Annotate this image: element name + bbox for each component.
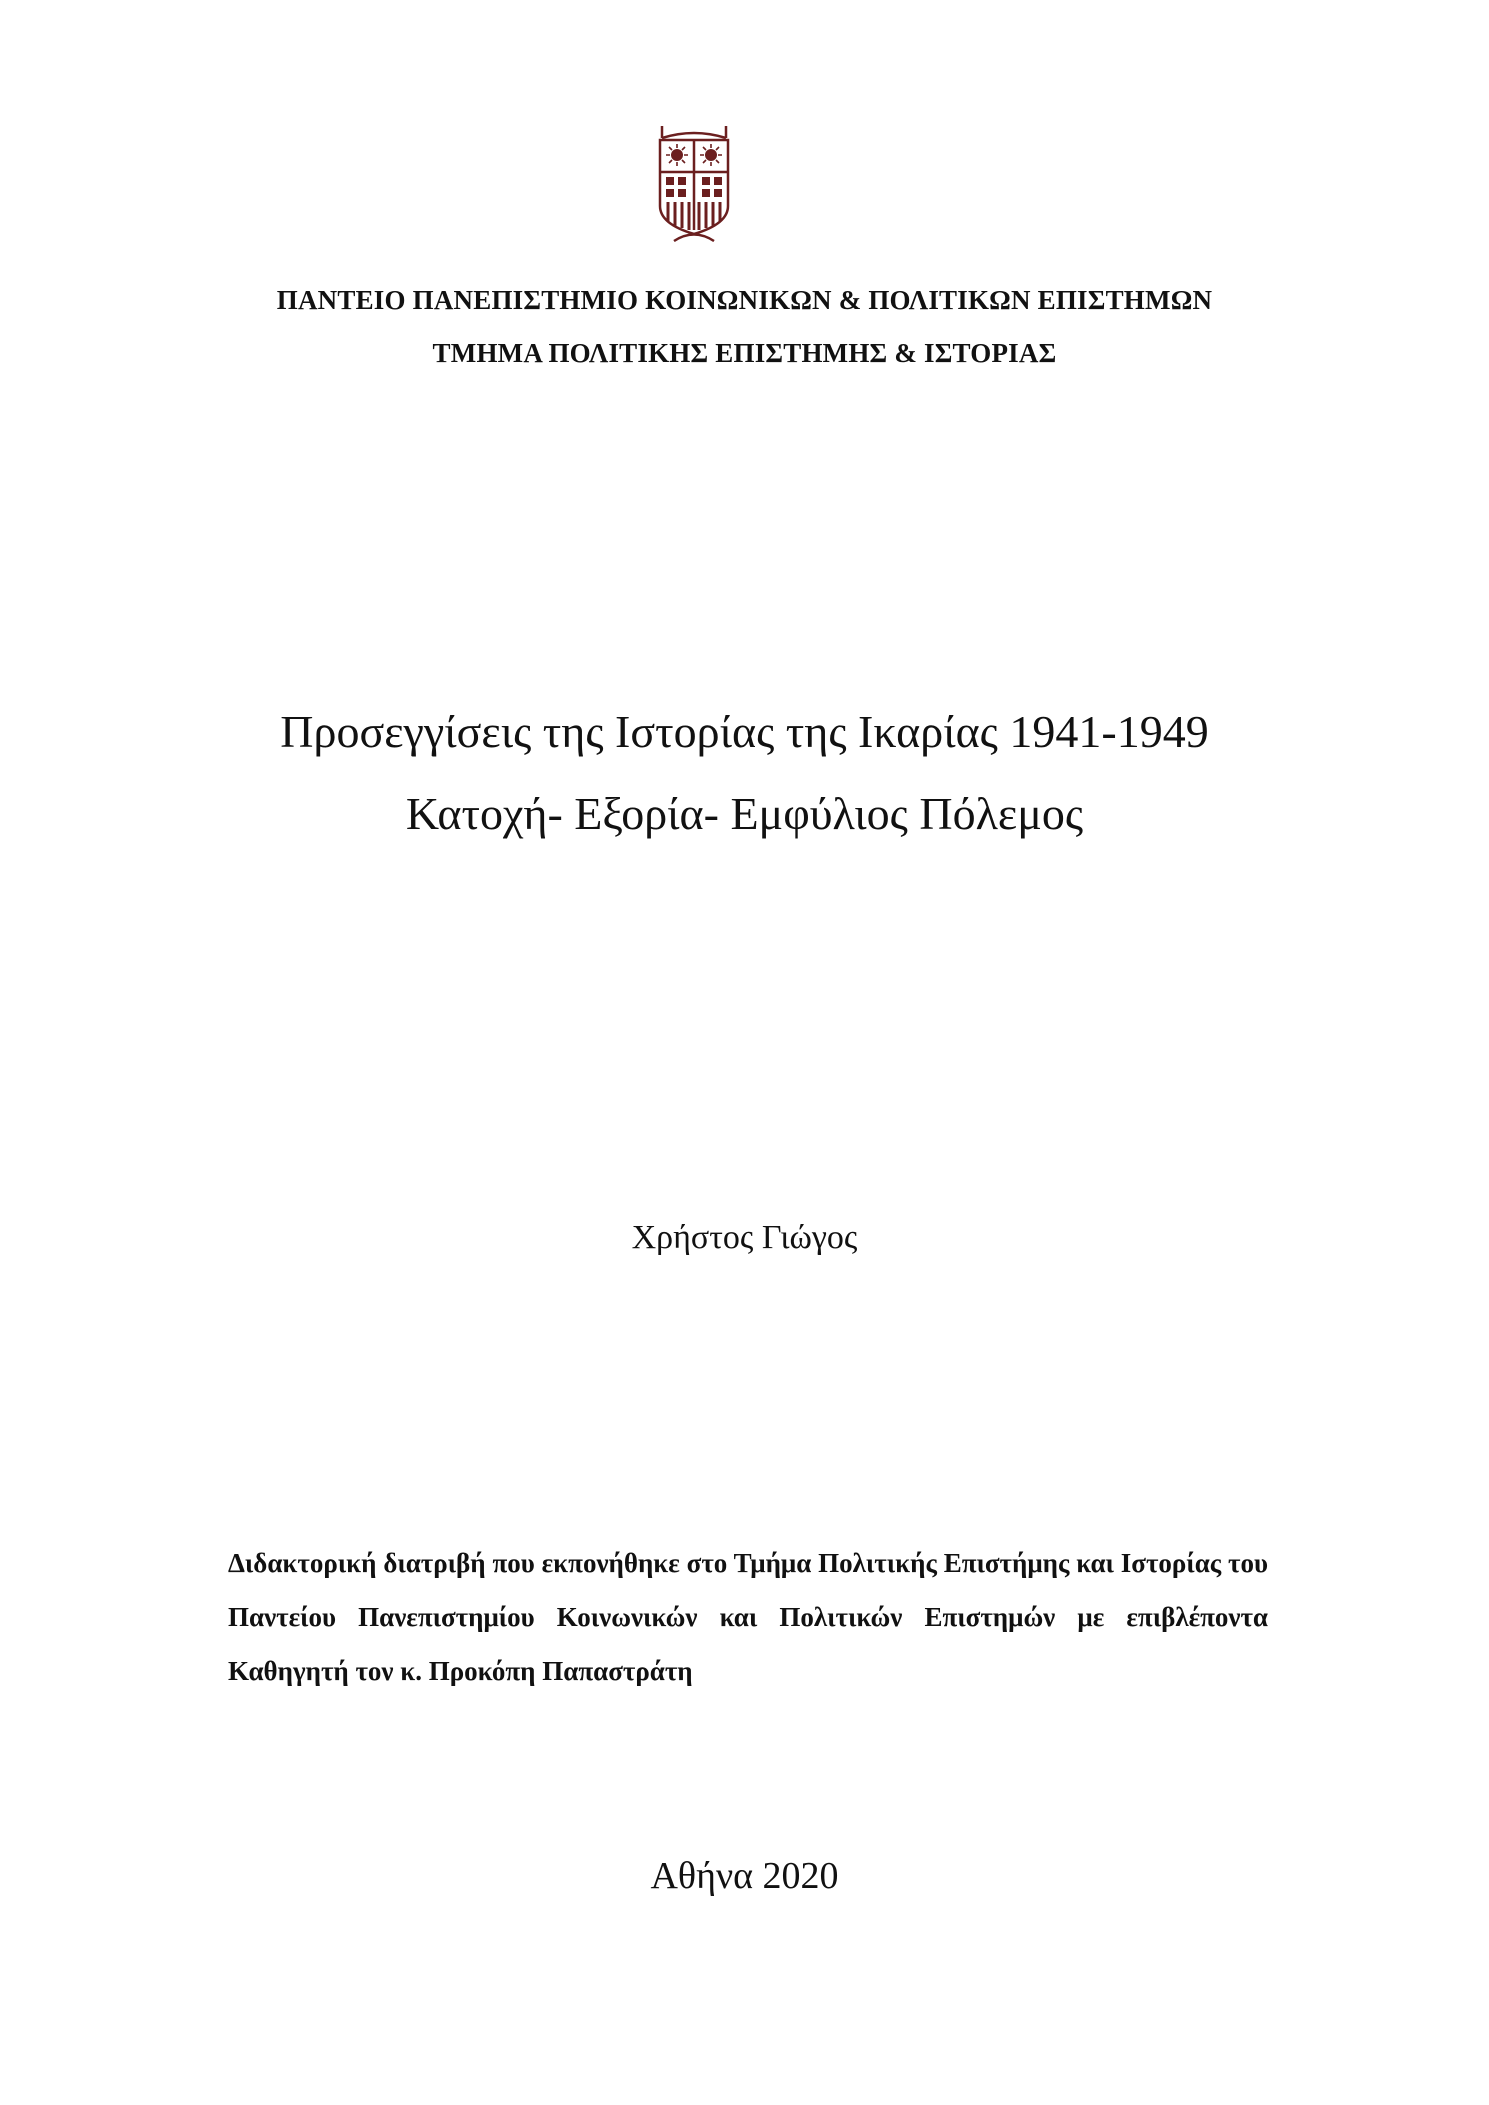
university-name: ΠΑΝΤΕΙΟ ΠΑΝΕΠΙΣΤΗΜΙΟ ΚΟΙΝΩΝΙΚΩΝ & ΠΟΛΙΤΙΚΩΝ ΕΠΙΣΤΗΜΩΝ <box>276 285 1213 315</box>
thesis-title: Προσεγγίσεις της Ιστορίας της Ικαρίας 1941-1949 <box>280 706 1209 757</box>
thesis-description: Διδακτορική διατριβή που εκπονήθηκε στο Τμήμα Πολιτικής Επιστήμης και Ιστορίας του Παντείου Πανεπιστημίου Κοινωνικών και Πολιτικών Επιστημών με επιβλέποντα Καθηγητή τον κ. Προκόπη Παπαστράτη <box>228 1548 1268 1686</box>
thesis-subtitle: Κατοχή- Εξορία- Εμφύλιος Πόλεμος <box>405 788 1084 839</box>
author-name: Χρήστος Γιώγος <box>631 1219 858 1256</box>
department-name: ΤΜΗΜΑ ΠΟΛΙΤΙΚΗΣ ΕΠΙΣΤΗΜΗΣ & ΙΣΤΟΡΙΑΣ <box>432 338 1057 368</box>
university-crest-icon <box>656 124 732 242</box>
place-and-year: Αθήνα 2020 <box>650 1855 839 1897</box>
